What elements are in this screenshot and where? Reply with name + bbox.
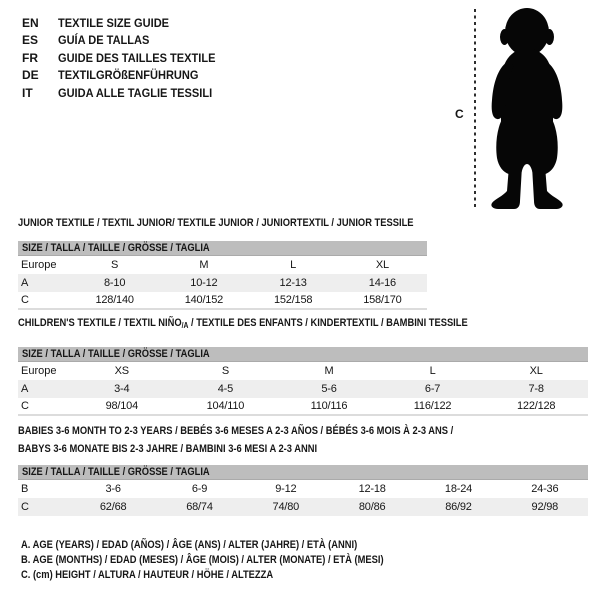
cell: 14-16: [368, 277, 396, 289]
cell: 7-8: [528, 383, 544, 395]
children-heading-sub: /A: [181, 321, 189, 330]
cell: 86/92: [445, 501, 472, 513]
legend-title: GUIDE DES TAILLES TEXTILE: [58, 50, 216, 65]
cell: 24-36: [531, 483, 559, 495]
legend-code: FR: [22, 50, 38, 65]
babies-size-table: [18, 465, 588, 516]
babies-heading-line2: BABYS 3-6 MONATE BIS 2-3 JAHRE / BAMBINI 3-6 MESI A 2-3 ANNI: [18, 442, 318, 455]
cell: 128/140: [95, 294, 134, 306]
legend-row-en: [22, 14, 229, 32]
row-label: C: [21, 400, 29, 412]
legend-title: TEXTILE SIZE GUIDE: [58, 15, 170, 30]
legend-row-fr: [22, 49, 229, 67]
note-text: A. AGE (YEARS) / EDAD (AÑOS) / ÂGE (ANS) / ALTER (JAHRE) / ETÀ (ANNI): [21, 538, 358, 551]
cell: 12-13: [279, 277, 307, 289]
table-row-europe: [18, 256, 427, 274]
cell: L: [429, 365, 436, 377]
children-heading-pre: CHILDREN'S TEXTILE / TEXTIL NIÑO: [18, 317, 182, 329]
cell: 12-18: [358, 483, 386, 495]
legend-title: TEXTILGRÖßENFÜHRUNG: [58, 68, 199, 83]
legend-title: GUÍA DE TALLAS: [58, 33, 150, 48]
size-header-bar: [18, 465, 588, 480]
cell: 8-10: [104, 277, 126, 289]
row-label: Europe: [21, 365, 57, 377]
legend-code: DE: [22, 68, 39, 83]
junior-section-heading: [18, 217, 483, 230]
footnotes: [21, 537, 448, 582]
cell: 158/170: [363, 294, 402, 306]
table-row-age: [18, 380, 588, 398]
children-section-heading: [18, 317, 547, 332]
cell: 74/80: [272, 501, 300, 513]
cell: 104/110: [206, 400, 245, 412]
cell: 98/104: [105, 400, 139, 412]
cell: M: [199, 259, 209, 271]
size-header-text: SIZE / TALLA / TAILLE / GRÖSSE / TAGLIA: [22, 466, 210, 478]
cell: 152/158: [273, 294, 313, 306]
cell: 140/152: [184, 294, 224, 306]
table-row-height: [18, 498, 588, 516]
row-label: A: [21, 383, 29, 395]
cell: 4-5: [217, 383, 234, 395]
cell: S: [111, 259, 119, 271]
cell: 80/86: [358, 501, 386, 513]
cell: S: [221, 365, 229, 377]
row-label: C: [21, 294, 29, 306]
legend-row-de: [22, 67, 229, 85]
children-heading-text: [18, 317, 468, 332]
note-height-cm: [21, 567, 448, 582]
table-row-age: [18, 274, 427, 292]
cell: XL: [529, 365, 543, 377]
cell: 6-7: [424, 383, 441, 395]
note-text: B. AGE (MONTHS) / EDAD (MESES) / ÂGE (MOIS) / ALTER (MONATE) / ETÀ (MESI): [21, 553, 384, 566]
size-header-text: SIZE / TALLA / TAILLE / GRÖSSE / TAGLIA: [22, 348, 210, 360]
cell: 6-9: [191, 483, 208, 495]
junior-size-table: [18, 241, 427, 310]
row-label: B: [21, 483, 29, 495]
junior-heading-text: JUNIOR TEXTILE / TEXTIL JUNIOR/ TEXTILE JUNIOR / JUNIORTEXTIL / JUNIOR TESSILE: [18, 217, 414, 229]
toddler-silhouette-image: [483, 6, 573, 211]
note-age-months: [21, 552, 448, 567]
legend-row-it: [22, 84, 229, 102]
legend-row-es: [22, 32, 229, 50]
height-measure-dashed-line: [474, 9, 476, 208]
size-header-text: SIZE / TALLA / TAILLE / GRÖSSE / TAGLIA: [22, 242, 210, 254]
babies-section-heading: [18, 423, 530, 458]
cell: 92/98: [531, 501, 559, 513]
children-size-table: [18, 347, 588, 416]
cell: 3-6: [105, 483, 121, 495]
cell: XL: [375, 259, 389, 271]
table-row-height: [18, 398, 588, 416]
cell: 62/68: [99, 501, 127, 513]
cell: 9-12: [275, 483, 297, 495]
table-row-height: [18, 292, 427, 310]
note-age-years: [21, 537, 448, 552]
legend-code: IT: [22, 85, 33, 100]
legend-code: ES: [22, 33, 39, 48]
cell: 10-12: [190, 277, 218, 289]
cell: 5-6: [321, 383, 337, 395]
height-measure-label: C: [455, 107, 464, 121]
babies-heading-line1: BABIES 3-6 MONTH TO 2-3 YEARS / BEBÉS 3-6 MESES A 2-3 AÑOS / BÉBÉS 3-6 MOIS À 2-3 ANS /: [18, 425, 454, 437]
cell: 116/122: [413, 400, 452, 412]
cell: 110/116: [310, 400, 348, 412]
table-row-europe: [18, 362, 588, 380]
legend-code: EN: [22, 15, 39, 30]
cell: 3-4: [114, 383, 130, 395]
cell: XS: [114, 365, 129, 377]
cell: 68/74: [186, 501, 213, 513]
table-row-age-months: [18, 480, 588, 498]
size-header-bar: [18, 347, 588, 362]
row-label: Europe: [21, 259, 57, 271]
row-label: A: [21, 277, 29, 289]
row-label: C: [21, 501, 29, 513]
legend-title: GUIDA ALLE TAGLIE TESSILI: [58, 85, 213, 100]
cell: 122/128: [516, 400, 556, 412]
cell: L: [290, 259, 297, 271]
cell: 18-24: [444, 483, 473, 495]
language-legend: [22, 14, 229, 102]
children-heading-post: / TEXTILE DES ENFANTS / KINDERTEXTIL / BAMBINI TESSILE: [188, 317, 468, 329]
size-header-bar: [18, 241, 427, 256]
note-text: C. (cm) HEIGHT / ALTURA / HAUTEUR / HÖHE / ALTEZZA: [21, 568, 274, 581]
cell: M: [324, 365, 334, 377]
